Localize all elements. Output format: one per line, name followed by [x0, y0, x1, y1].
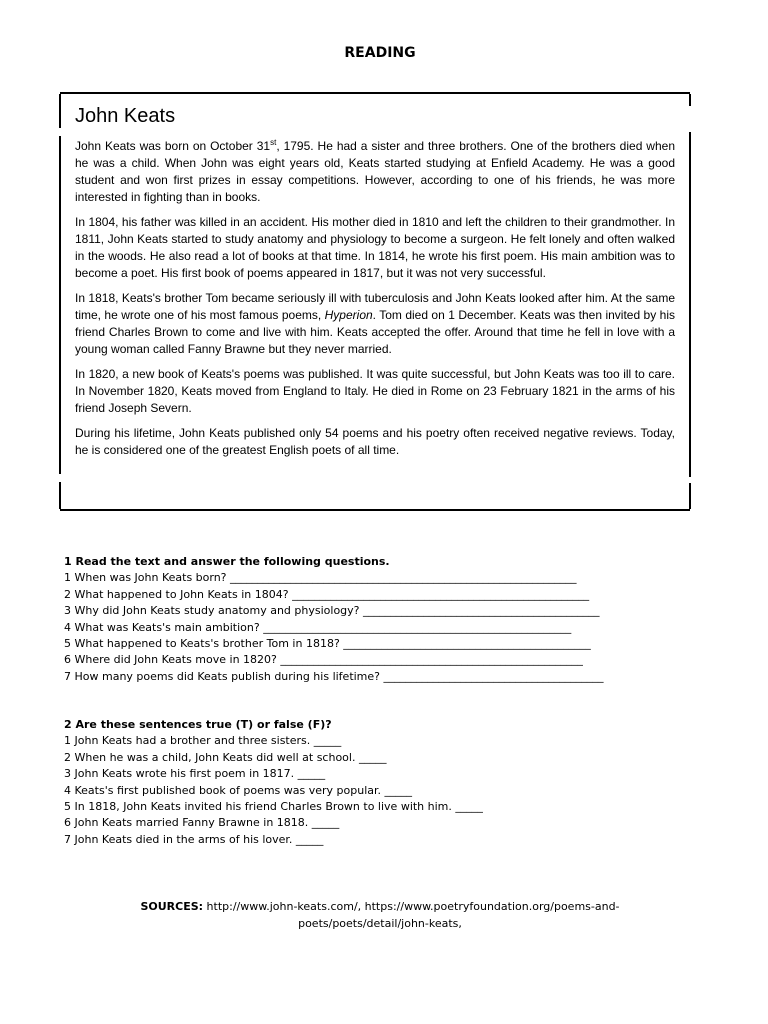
box-border-right-middle — [689, 132, 691, 477]
paragraph-4: In 1820, a new book of Keats's poems was published. It was quite successful, but John Keats was too ill to care. In November 1820, Keats moved from England to Italy. He died in Rome on 23 February 1821 in the arms of his friend Joseph Severn. — [75, 367, 675, 415]
statement-1[interactable]: 1 John Keats had a brother and three sisters. _____ — [64, 734, 342, 748]
statement-3[interactable]: 3 John Keats wrote his first poem in 1817. _____ — [64, 767, 326, 781]
statement-6[interactable]: 6 John Keats married Fanny Brawne in 1818. _____ — [64, 816, 340, 830]
exercise-1-title: 1 Read the text and answer the following questions. — [64, 555, 390, 568]
question-1[interactable]: 1 When was John Keats born? _______________________________________________________________ — [64, 571, 577, 585]
exercise-1 — [64, 554, 694, 685]
paragraph-3-text-b: . Tom died on 1 December. Keats was then invited by his friend Charles Brown to come and live with him. Keats accepted the offer. Around that time he fell in love with a young woman called Fanny Brawne but they never married. — [75, 308, 675, 356]
paragraph-3 — [75, 290, 675, 358]
paragraph-2: In 1804, his father was killed in an accident. His mother died in 1810 and left the children to their grandmother. In 1811, John Keats started to study anatomy and physiology to become a surgeon. He felt lonely and often walked in the woods. He also read a lot of books at that time. In 1814, he wrote his first poem. His main ambition was to become a poet. His first book of poems appeared in 1817, but it was not very successful. — [75, 215, 675, 280]
exercise-2 — [64, 717, 694, 848]
sources-url-1[interactable]: http://www.john-keats.com/, https://www.poetryfoundation.org/poems-and- — [203, 900, 620, 913]
paragraph-3-text-a: In 1818, Keats's brother Tom became seriously ill with tuberculosis and John Keats looked after him. At the same time, he wrote one of his most famous poems, — [75, 291, 675, 322]
sources-line-1 — [0, 898, 760, 915]
ordinal-suffix: st — [270, 138, 277, 147]
box-border-left-top — [59, 94, 61, 128]
box-border-right-bottom — [689, 483, 691, 509]
sources-line-2[interactable]: poets/poets/detail/john-keats, — [298, 917, 462, 930]
poem-title: Hyperion — [324, 308, 373, 322]
article-box — [60, 92, 690, 511]
question-6[interactable]: 6 Where did John Keats move in 1820? _______________________________________________________ — [64, 653, 583, 667]
paragraph-5: During his lifetime, John Keats published only 54 poems and his poetry often received negative reviews. Today, he is considered one of the greatest English poets of all time. — [75, 426, 675, 457]
question-2[interactable]: 2 What happened to John Keats in 1804? ______________________________________________________ — [64, 587, 590, 601]
article-title: John Keats — [75, 105, 176, 127]
exercise-2-title: 2 Are these sentences true (T) or false (F)? — [64, 718, 332, 731]
question-5[interactable]: 5 What happened to Keats's brother Tom in 1818? _____________________________________________ — [64, 637, 591, 651]
box-border-left-bottom — [59, 482, 61, 509]
article-body — [75, 138, 675, 467]
paragraph-1 — [75, 138, 675, 206]
box-border-left-middle — [59, 136, 61, 474]
page-heading: READING — [344, 45, 416, 61]
statement-5[interactable]: 5 In 1818, John Keats invited his friend Charles Brown to live with him. _____ — [64, 800, 483, 814]
question-4[interactable]: 4 What was Keats's main ambition? ________________________________________________________ — [64, 620, 572, 634]
statement-7[interactable]: 7 John Keats died in the arms of his lover. _____ — [64, 832, 324, 846]
paragraph-1-text-b: , 1795. He had a sister and three brothers. One of the brothers died when he was a child. When John was eight years old, Keats started studying at Enfield Academy. He was a good student and won first prizes in essay competitions. However, according to one of his friends, he was more interested in fighting than in books. — [75, 139, 675, 204]
question-3[interactable]: 3 Why did John Keats study anatomy and physiology? ___________________________________________ — [64, 604, 600, 618]
sources-label: SOURCES: — [140, 900, 204, 913]
paragraph-1-text-a: John Keats was born on October 31 — [75, 139, 271, 153]
statement-2[interactable]: 2 When he was a child, John Keats did well at school. _____ — [64, 750, 387, 764]
statement-4[interactable]: 4 Keats's first published book of poems was very popular. _____ — [64, 783, 413, 797]
box-border-right-top — [689, 94, 691, 106]
sources — [0, 898, 760, 932]
question-7[interactable]: 7 How many poems did Keats publish during his lifetime? ________________________________________ — [64, 669, 604, 683]
